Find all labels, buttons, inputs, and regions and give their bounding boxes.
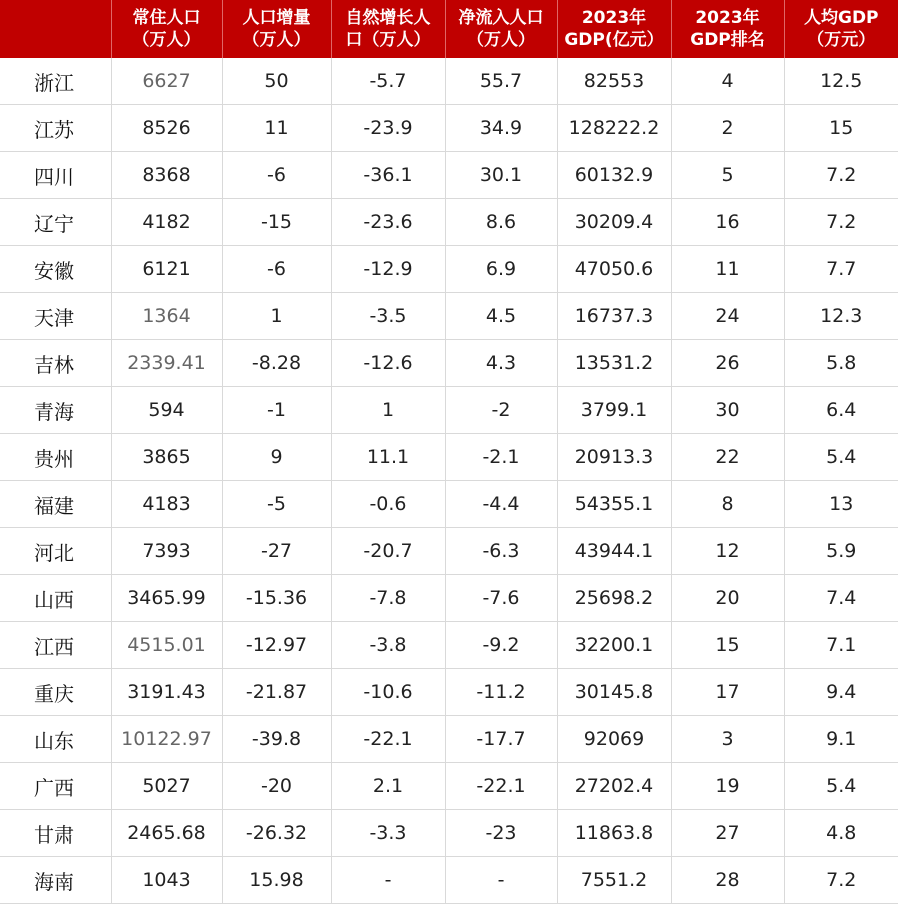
header-line-2: （万人） xyxy=(446,29,557,51)
gdp-rank-cell: 5 xyxy=(671,152,784,199)
gdp-2023-cell: 16737.3 xyxy=(557,293,671,340)
header-line-2: GDP(亿元） xyxy=(558,29,671,51)
gdp-rank-cell: 20 xyxy=(671,575,784,622)
province-cell: 浙江 xyxy=(0,58,111,105)
natural-growth-cell: -5.7 xyxy=(331,58,445,105)
header-line-2: 口（万人） xyxy=(332,29,445,51)
gdp-rank-cell: 12 xyxy=(671,528,784,575)
gdp-2023-cell: 13531.2 xyxy=(557,340,671,387)
population-change-cell: -6 xyxy=(222,246,331,293)
natural-growth-cell: -23.9 xyxy=(331,105,445,152)
province-cell: 江西 xyxy=(0,622,111,669)
resident-population-cell: 3865 xyxy=(111,434,222,481)
province-cell: 海南 xyxy=(0,857,111,904)
gdp-rank-cell: 22 xyxy=(671,434,784,481)
table-row xyxy=(0,152,898,199)
gdp-rank-cell: 24 xyxy=(671,293,784,340)
header-line-1: 2023年 xyxy=(558,7,671,29)
header-line-1: 人均GDP xyxy=(785,7,898,29)
gdp-2023-cell: 27202.4 xyxy=(557,763,671,810)
population-change-cell: -20 xyxy=(222,763,331,810)
gdp-2023-cell: 32200.1 xyxy=(557,622,671,669)
gdp-per-capita-cell: 5.9 xyxy=(784,528,898,575)
gdp-rank-cell: 27 xyxy=(671,810,784,857)
table-row xyxy=(0,810,898,857)
gdp-rank-cell: 15 xyxy=(671,622,784,669)
table-row xyxy=(0,58,898,105)
population-change-cell: 11 xyxy=(222,105,331,152)
gdp-2023-cell: 82553 xyxy=(557,58,671,105)
population-change-cell: -5 xyxy=(222,481,331,528)
natural-growth-cell: -10.6 xyxy=(331,669,445,716)
resident-population-cell: 6627 xyxy=(111,58,222,105)
natural-growth-cell: -12.6 xyxy=(331,340,445,387)
province-cell: 山东 xyxy=(0,716,111,763)
header-line-2: （万元） xyxy=(785,29,898,51)
gdp-rank-cell: 17 xyxy=(671,669,784,716)
province-cell: 天津 xyxy=(0,293,111,340)
header-line-2: GDP排名 xyxy=(672,29,784,51)
table-header xyxy=(0,0,898,58)
population-change-cell: -21.87 xyxy=(222,669,331,716)
resident-population-cell: 5027 xyxy=(111,763,222,810)
gdp-per-capita-cell: 5.4 xyxy=(784,763,898,810)
population-change-cell: 1 xyxy=(222,293,331,340)
header-row xyxy=(0,0,898,58)
gdp-rank-cell: 8 xyxy=(671,481,784,528)
header-line-1: 净流入人口 xyxy=(446,7,557,29)
population-change-header xyxy=(222,0,331,58)
gdp-rank-cell: 16 xyxy=(671,199,784,246)
province-cell: 四川 xyxy=(0,152,111,199)
province-cell: 青海 xyxy=(0,387,111,434)
resident-population-cell: 7393 xyxy=(111,528,222,575)
gdp-2023-cell: 7551.2 xyxy=(557,857,671,904)
province-cell: 甘肃 xyxy=(0,810,111,857)
population-change-cell: -27 xyxy=(222,528,331,575)
province-cell: 江苏 xyxy=(0,105,111,152)
gdp-2023-cell: 60132.9 xyxy=(557,152,671,199)
net-inflow-cell: -23 xyxy=(445,810,557,857)
header-line-2: （万人） xyxy=(223,29,331,51)
resident-population-cell: 8526 xyxy=(111,105,222,152)
natural-growth-header xyxy=(331,0,445,58)
header-line-1: 自然增长人 xyxy=(332,7,445,29)
natural-growth-cell: - xyxy=(331,857,445,904)
net-inflow-cell: 55.7 xyxy=(445,58,557,105)
gdp-per-capita-cell: 7.2 xyxy=(784,152,898,199)
net-inflow-cell: 6.9 xyxy=(445,246,557,293)
table-row xyxy=(0,716,898,763)
gdp-per-capita-cell: 7.2 xyxy=(784,857,898,904)
resident-population-cell: 10122.97 xyxy=(111,716,222,763)
population-change-cell: -12.97 xyxy=(222,622,331,669)
resident-population-cell: 1043 xyxy=(111,857,222,904)
gdp-rank-cell: 28 xyxy=(671,857,784,904)
gdp-per-capita-cell: 6.4 xyxy=(784,387,898,434)
gdp-rank-cell: 2 xyxy=(671,105,784,152)
natural-growth-cell: 1 xyxy=(331,387,445,434)
natural-growth-cell: -3.5 xyxy=(331,293,445,340)
natural-growth-cell: -22.1 xyxy=(331,716,445,763)
table-row xyxy=(0,434,898,481)
table-row xyxy=(0,199,898,246)
natural-growth-cell: -3.3 xyxy=(331,810,445,857)
table-row xyxy=(0,669,898,716)
gdp-per-capita-cell: 9.1 xyxy=(784,716,898,763)
population-change-cell: -15 xyxy=(222,199,331,246)
gdp-per-capita-cell: 12.5 xyxy=(784,58,898,105)
province-cell: 福建 xyxy=(0,481,111,528)
gdp-rank-cell: 26 xyxy=(671,340,784,387)
table-row xyxy=(0,575,898,622)
gdp-2023-cell: 20913.3 xyxy=(557,434,671,481)
gdp-2023-cell: 92069 xyxy=(557,716,671,763)
gdp-rank-cell: 3 xyxy=(671,716,784,763)
net-inflow-cell: -4.4 xyxy=(445,481,557,528)
gdp-2023-cell: 3799.1 xyxy=(557,387,671,434)
resident-population-cell: 594 xyxy=(111,387,222,434)
table-row xyxy=(0,246,898,293)
header-line-1: 2023年 xyxy=(672,7,784,29)
gdp-per-capita-cell: 5.8 xyxy=(784,340,898,387)
gdp-rank-header xyxy=(671,0,784,58)
natural-growth-cell: -12.9 xyxy=(331,246,445,293)
resident-population-cell: 3465.99 xyxy=(111,575,222,622)
gdp-2023-cell: 54355.1 xyxy=(557,481,671,528)
table-body xyxy=(0,58,898,904)
gdp-2023-cell: 128222.2 xyxy=(557,105,671,152)
net-inflow-cell: 34.9 xyxy=(445,105,557,152)
province-cell: 辽宁 xyxy=(0,199,111,246)
gdp-per-capita-cell: 12.3 xyxy=(784,293,898,340)
gdp-rank-cell: 4 xyxy=(671,58,784,105)
gdp-2023-cell: 47050.6 xyxy=(557,246,671,293)
province-cell: 广西 xyxy=(0,763,111,810)
table-row xyxy=(0,481,898,528)
gdp-per-capita-cell: 4.8 xyxy=(784,810,898,857)
gdp-per-capita-cell: 15 xyxy=(784,105,898,152)
gdp-2023-cell: 25698.2 xyxy=(557,575,671,622)
population-change-cell: -6 xyxy=(222,152,331,199)
province-cell: 吉林 xyxy=(0,340,111,387)
table-row xyxy=(0,105,898,152)
province-cell: 山西 xyxy=(0,575,111,622)
table-row xyxy=(0,857,898,904)
province-header xyxy=(0,0,111,58)
natural-growth-cell: -23.6 xyxy=(331,199,445,246)
header-line-2: （万人） xyxy=(112,29,222,51)
net-inflow-cell: -17.7 xyxy=(445,716,557,763)
gdp-per-capita-cell: 7.7 xyxy=(784,246,898,293)
net-inflow-cell: -7.6 xyxy=(445,575,557,622)
natural-growth-cell: -3.8 xyxy=(331,622,445,669)
gdp-2023-cell: 43944.1 xyxy=(557,528,671,575)
gdp-rank-cell: 19 xyxy=(671,763,784,810)
population-change-cell: 50 xyxy=(222,58,331,105)
gdp-2023-cell: 30145.8 xyxy=(557,669,671,716)
gdp-per-capita-cell: 7.4 xyxy=(784,575,898,622)
table-row xyxy=(0,340,898,387)
net-inflow-cell: - xyxy=(445,857,557,904)
net-inflow-cell: 8.6 xyxy=(445,199,557,246)
population-change-cell: -8.28 xyxy=(222,340,331,387)
gdp-2023-cell: 30209.4 xyxy=(557,199,671,246)
gdp-2023-cell: 11863.8 xyxy=(557,810,671,857)
gdp-rank-cell: 11 xyxy=(671,246,784,293)
resident-population-cell: 2339.41 xyxy=(111,340,222,387)
table-row xyxy=(0,622,898,669)
resident-population-cell: 2465.68 xyxy=(111,810,222,857)
population-change-cell: -15.36 xyxy=(222,575,331,622)
table-row xyxy=(0,387,898,434)
population-change-cell: -26.32 xyxy=(222,810,331,857)
resident-population-cell: 8368 xyxy=(111,152,222,199)
net-inflow-cell: 4.5 xyxy=(445,293,557,340)
resident-population-cell: 1364 xyxy=(111,293,222,340)
net-inflow-cell: 30.1 xyxy=(445,152,557,199)
net-inflow-cell: 4.3 xyxy=(445,340,557,387)
gdp-per-capita-cell: 7.1 xyxy=(784,622,898,669)
natural-growth-cell: 11.1 xyxy=(331,434,445,481)
resident-population-cell: 4183 xyxy=(111,481,222,528)
net-inflow-cell: -2.1 xyxy=(445,434,557,481)
net-inflow-cell: -22.1 xyxy=(445,763,557,810)
header-line-1: 常住人口 xyxy=(112,7,222,29)
gdp-2023-header xyxy=(557,0,671,58)
resident-population-header xyxy=(111,0,222,58)
resident-population-cell: 4515.01 xyxy=(111,622,222,669)
gdp-per-capita-header xyxy=(784,0,898,58)
net-inflow-cell: -11.2 xyxy=(445,669,557,716)
natural-growth-cell: -20.7 xyxy=(331,528,445,575)
header-line-1: 人口增量 xyxy=(223,7,331,29)
gdp-per-capita-cell: 7.2 xyxy=(784,199,898,246)
natural-growth-cell: -0.6 xyxy=(331,481,445,528)
population-change-cell: -39.8 xyxy=(222,716,331,763)
population-change-cell: 9 xyxy=(222,434,331,481)
gdp-per-capita-cell: 13 xyxy=(784,481,898,528)
natural-growth-cell: -36.1 xyxy=(331,152,445,199)
net-inflow-cell: -2 xyxy=(445,387,557,434)
net-inflow-cell: -9.2 xyxy=(445,622,557,669)
province-cell: 贵州 xyxy=(0,434,111,481)
gdp-per-capita-cell: 5.4 xyxy=(784,434,898,481)
gdp-per-capita-cell: 9.4 xyxy=(784,669,898,716)
natural-growth-cell: -7.8 xyxy=(331,575,445,622)
table-row xyxy=(0,528,898,575)
net-inflow-header xyxy=(445,0,557,58)
resident-population-cell: 4182 xyxy=(111,199,222,246)
net-inflow-cell: -6.3 xyxy=(445,528,557,575)
table-row xyxy=(0,293,898,340)
population-change-cell: -1 xyxy=(222,387,331,434)
population-change-cell: 15.98 xyxy=(222,857,331,904)
province-cell: 安徽 xyxy=(0,246,111,293)
resident-population-cell: 6121 xyxy=(111,246,222,293)
gdp-rank-cell: 30 xyxy=(671,387,784,434)
resident-population-cell: 3191.43 xyxy=(111,669,222,716)
natural-growth-cell: 2.1 xyxy=(331,763,445,810)
table-row xyxy=(0,763,898,810)
province-cell: 重庆 xyxy=(0,669,111,716)
province-cell: 河北 xyxy=(0,528,111,575)
